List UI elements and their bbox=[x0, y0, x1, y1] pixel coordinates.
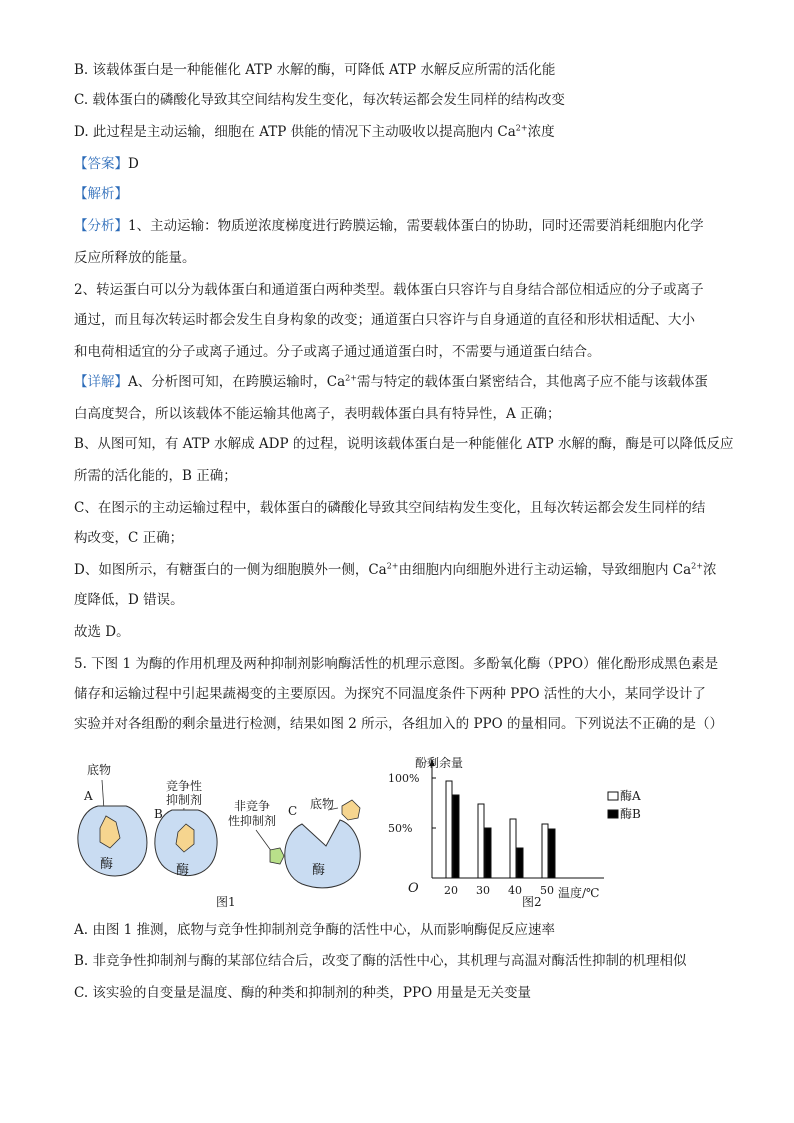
line-text: 反应所释放的能量。 bbox=[74, 250, 196, 266]
legend-swatch bbox=[608, 792, 618, 800]
x-tick-label: 30 bbox=[476, 884, 490, 897]
noncompetitive-pointer bbox=[256, 830, 272, 852]
line-text: 由细胞内向细胞外进行主动运输，导致细胞内 Ca bbox=[398, 562, 692, 578]
bar-酶A-40 bbox=[510, 819, 516, 878]
section-label: 【解析】 bbox=[74, 186, 128, 202]
figure2-chart bbox=[388, 756, 641, 909]
option-line bbox=[74, 920, 734, 940]
figure1-panel-b bbox=[154, 778, 217, 878]
figure1-panel-a bbox=[78, 762, 147, 876]
figure1-panel-c bbox=[228, 796, 360, 888]
noncompetitive-label-1: 非竞争 bbox=[234, 799, 271, 813]
line-text: C、在图示的主动运输过程中，载体蛋白的磷酸化导致其空间结构发生变化，且每次转运都会发生同样的结 bbox=[74, 500, 706, 516]
noncompetitive-label-2: 性抑制剂 bbox=[228, 814, 277, 828]
chart-title: 酚剩余量 bbox=[415, 756, 464, 770]
line-text: 需与特定的载体蛋白紧密结合，其他离子应不能与该载体蛋 bbox=[356, 374, 708, 390]
label-b: B bbox=[154, 807, 163, 821]
line-text: 5. 下图 1 为酶的作用机理及两种抑制剂影响酶活性的机理示意图。多酚氧化酶（PPO）催化酚形成黑色素是 bbox=[74, 656, 719, 672]
competitive-label-2: 抑制剂 bbox=[166, 793, 203, 807]
figure-svg bbox=[66, 748, 641, 918]
paragraph-line bbox=[74, 466, 734, 486]
legend-label: 酶B bbox=[620, 807, 641, 821]
substrate-label-c: 底物 bbox=[310, 797, 335, 811]
superscript: 2+ bbox=[345, 373, 357, 383]
legend-label: 酶A bbox=[620, 789, 641, 803]
line-text: 实验并对各组酚的剩余量进行检测，结果如图 2 所示，各组加入的 PPO 的量相同。下列说法不正确的是（） bbox=[74, 716, 723, 732]
line-text: A. 由图 1 推测，底物与竞争性抑制剂竞争酶的活性中心，从而影响酶促反应速率 bbox=[74, 922, 556, 938]
line-text: B. 该载体蛋白是一种能催化 ATP 水解的酶，可降低 ATP 水解反应所需的活化能 bbox=[74, 62, 556, 78]
paragraph-line bbox=[74, 184, 734, 204]
section-label: 【分析】 bbox=[74, 218, 128, 234]
line-text: C. 载体蛋白的磷酸化导致其空间结构发生变化，每次转运都会发生同样的结构改变 bbox=[74, 92, 565, 108]
line-text: 故选 D。 bbox=[74, 624, 130, 640]
superscript: 2+ bbox=[515, 123, 528, 133]
paragraph-line bbox=[74, 714, 734, 734]
line-text: D、如图所示，有糖蛋白的一侧为细胞膜外一侧，Ca bbox=[74, 562, 387, 578]
paragraph-line bbox=[74, 216, 734, 236]
line-text: D. 此过程是主动运输，细胞在 ATP 供能的情况下主动吸收以提高胞内 Ca bbox=[74, 124, 516, 140]
paragraph-line bbox=[74, 498, 734, 518]
competitive-label-1: 竞争性 bbox=[166, 779, 203, 793]
figure2-caption: 图2 bbox=[522, 895, 542, 909]
paragraph-line bbox=[74, 60, 734, 80]
y-tick-label: 50% bbox=[388, 822, 413, 835]
paragraph-line bbox=[74, 622, 734, 642]
bar-酶B-50 bbox=[549, 829, 555, 878]
line-text: 通过，而且每次转运时都会发生自身构象的改变；通道蛋白只容许与自身通道的直径和形状相适配、大小 bbox=[74, 312, 695, 328]
section-label: 【详解】 bbox=[74, 374, 128, 390]
substrate-label: 底物 bbox=[87, 763, 112, 777]
enzyme-label-a: 酶 bbox=[100, 857, 114, 872]
option-line bbox=[74, 983, 734, 1003]
paragraph-line bbox=[74, 654, 734, 674]
x-tick-label: 40 bbox=[508, 884, 522, 897]
enzyme-label-b: 酶 bbox=[176, 863, 190, 878]
line-text: B. 非竞争性抑制剂与酶的某部位结合后，改变了酶的活性中心，其机理与高温对酶活性抑制的机理相似 bbox=[74, 953, 687, 969]
line-text: A、分析图可知，在跨膜运输时，Ca bbox=[128, 374, 346, 390]
label-a: A bbox=[84, 789, 93, 803]
paragraph-line bbox=[74, 122, 734, 142]
line-text: 1、主动运输：物质逆浓度梯度进行跨膜运输，需要载体蛋白的协助，同时还需要消耗细胞内化学 bbox=[128, 218, 704, 234]
paragraph-line bbox=[74, 434, 734, 454]
line-text: 白高度契合，所以该载体不能运输其他离子，表明载体蛋白具有特异性，A 正确； bbox=[74, 406, 561, 422]
x-tick-label: 20 bbox=[444, 884, 458, 897]
x-tick-label: 50 bbox=[540, 884, 554, 897]
bar-酶A-50 bbox=[542, 824, 548, 878]
line-text: 浓 bbox=[702, 562, 717, 578]
bar-酶B-20 bbox=[453, 795, 459, 878]
label-c: C bbox=[288, 804, 298, 818]
line-text: 2、转运蛋白可以分为载体蛋白和通道蛋白两种类型。载体蛋白只容许与自身结合部位相适应的分子或离子 bbox=[74, 282, 704, 298]
line-text: 浓度 bbox=[527, 124, 555, 140]
line-text: 所需的活化能的，B 正确； bbox=[74, 468, 237, 484]
bar-酶B-30 bbox=[485, 828, 491, 878]
line-text: B、从图可知，有 ATP 水解成 ADP 的过程，说明该载体蛋白是一种能催化 ATP 水解的酶，酶是可以降低反应 bbox=[74, 436, 734, 452]
paragraph-line bbox=[74, 404, 734, 424]
substrate-shape-c bbox=[342, 800, 360, 820]
line-text: 构改变，C 正确； bbox=[74, 530, 184, 546]
line-text: 和电荷相适宜的分子或离子通过。分子或离子通过通道蛋白时，不需要与通道蛋白结合。 bbox=[74, 344, 601, 360]
line-text: 储存和运输过程中引起果蔬褐变的主要原因。为探究不同温度条件下两种 PPO 活性的大小，某同学设计了 bbox=[74, 686, 706, 702]
paragraph-line bbox=[74, 372, 734, 392]
paragraph-line bbox=[74, 528, 734, 548]
noncompetitive-inhibitor-shape bbox=[270, 848, 284, 864]
section-label: 【答案】 bbox=[74, 156, 128, 172]
paragraph-line bbox=[74, 684, 734, 704]
option-line bbox=[74, 951, 734, 971]
legend-swatch bbox=[608, 810, 618, 818]
enzyme-label-c: 酶 bbox=[312, 863, 326, 878]
line-text: 度降低，D 错误。 bbox=[74, 592, 184, 608]
superscript: 2+ bbox=[386, 561, 399, 571]
paragraph-line bbox=[74, 342, 734, 362]
line-text: C. 该实验的自变量是温度、酶的种类和抑制剂的种类，PPO 用量是无关变量 bbox=[74, 985, 531, 1001]
figure bbox=[66, 748, 641, 918]
figure1-caption: 图1 bbox=[216, 895, 236, 909]
paragraph-line bbox=[74, 590, 734, 610]
line-text: D bbox=[128, 156, 139, 172]
superscript: 2+ bbox=[691, 561, 703, 571]
x-axis-label: 温度/℃ bbox=[558, 886, 600, 900]
bar-酶A-20 bbox=[446, 781, 452, 878]
bar-酶B-40 bbox=[517, 848, 523, 878]
paragraph-line bbox=[74, 280, 734, 300]
paragraph-line bbox=[74, 248, 734, 268]
paragraph-line bbox=[74, 90, 734, 110]
bar-酶A-30 bbox=[478, 804, 484, 878]
y-tick-label: 100% bbox=[388, 772, 420, 785]
paragraph-line bbox=[74, 154, 734, 174]
origin-label: O bbox=[408, 881, 419, 896]
paragraph-line bbox=[74, 310, 734, 330]
paragraph-line bbox=[74, 560, 734, 580]
